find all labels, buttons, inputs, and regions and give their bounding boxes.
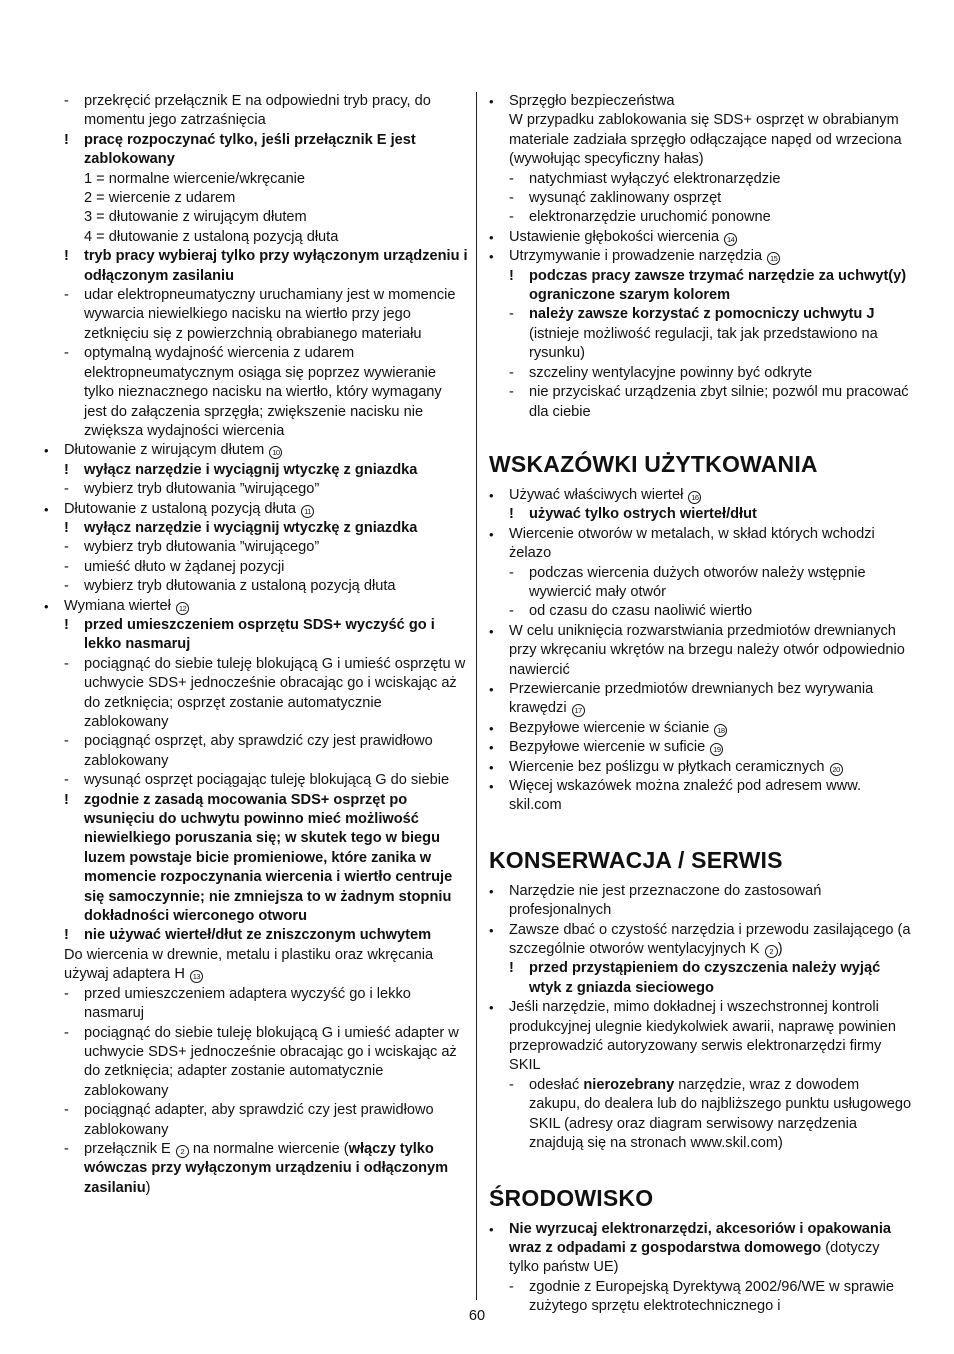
dash-marker: - <box>509 170 514 187</box>
excl-marker: ! <box>64 519 69 536</box>
warning-item <box>44 926 468 945</box>
figure-reference: 10 <box>269 446 282 459</box>
text: udar elektropneumatyczny uruchamiany jest w momencie wywarcia niewielkiego nacisku na wiertło przy jego zetknięciu się z powierzchnią obrabianego materiału <box>84 287 456 342</box>
column-divider <box>476 92 477 1300</box>
warning-item <box>44 461 468 480</box>
bold-text: zgodnie z zasadą mocowania SDS+ osprzęt po wsunięciu do uchwytu powinno mieć możliwość niewielkiego poruszania się; w skutek tego w biegu luzem powstaje bicie promieniowe, które zanika w momencie rozpoczynania wiercenia i wiertło centruje się samoczynnie; nie zmniejsza to w żadnym stopniu dokładności wierconego otworu <box>84 791 453 925</box>
dash-item <box>44 1140 468 1198</box>
text: Używać właściwych wierteł <box>509 486 688 503</box>
text: Wiercenie otworów w metalach, w skład których wchodzi żelazo <box>509 525 875 562</box>
left-column <box>44 92 468 1198</box>
dash-item <box>44 92 468 131</box>
bullet-marker: • <box>489 922 494 938</box>
bold-text: przed umieszczeniem osprzętu SDS+ wyczyść go i lekko nasmaruj <box>84 616 435 653</box>
figure-reference: 16 <box>688 491 701 504</box>
dash-item <box>44 286 468 344</box>
dash-item <box>44 1101 468 1140</box>
dash-marker: - <box>64 985 69 1002</box>
text: na normalne wiercenie ( <box>188 1140 349 1157</box>
dash-marker: - <box>64 558 69 575</box>
text: W celu uniknięcia rozwarstwiania przedmiotów drewnianych przy wkręcaniu wkrętów na brzegu należy otwór odpowiednio nawiercić <box>509 622 905 678</box>
text: wysunąć zaklinowany osprzęt <box>529 190 722 207</box>
bullet-marker: • <box>489 526 494 542</box>
bold-text: Nie wyrzucaj elektronarzędzi, akcesoriów i opakowania wraz z odpadami z gospodarstwa domowego <box>509 1220 892 1256</box>
dash-item <box>489 602 913 621</box>
bold-text: wyłącz narzędzie i wyciągnij wtyczkę z gniazdka <box>84 461 418 478</box>
text-line <box>489 111 913 169</box>
page-number: 60 <box>468 1308 486 1324</box>
text: Do wiercenia w drewnie, metalu i plastiku oraz wkręcania używaj adaptera H <box>64 946 434 983</box>
bullet-item <box>44 500 468 519</box>
dash-marker: - <box>509 1076 514 1093</box>
text: Utrzymywanie i prowadzenie narzędzia <box>509 248 767 265</box>
bullet-item <box>489 882 913 921</box>
text: Dłutowanie z wirującym dłutem <box>64 442 269 459</box>
text: wybierz tryb dłutowania z ustaloną pozycją dłuta <box>84 578 396 595</box>
text: optymalną wydajność wiercenia z udarem elektropneumatycznym osiąga się poprzez wywieranie tylko nieznacznego nacisku na wiertło, który wymagany jest do załączenia sprzęgła; zwiększenie nacisku nie zwiększa wydajności wiercenia <box>84 345 442 439</box>
figure-reference: 15 <box>767 252 780 265</box>
text: Jeśli narzędzie, mimo dokładnej i wszechstronnej kontroli produkcyjnej ulegnie kiedykolwiek awarii, naprawę powinien przeprowadzić autoryzowany serwis elektronarzędzi firmy SKIL <box>509 999 896 1074</box>
right-column <box>489 92 913 1317</box>
text-line <box>44 208 468 227</box>
figure-reference: 14 <box>724 233 737 246</box>
figure-reference: 12 <box>176 602 189 615</box>
dash-marker: - <box>64 345 69 362</box>
text: podczas wiercenia dużych otworów należy wstępnie wywiercić mały otwór <box>529 564 866 600</box>
bold-text: nie używać wierteł/dłut ze zniszczonym uchwytem <box>84 927 432 944</box>
dash-item <box>489 305 913 363</box>
warning-item <box>489 959 913 998</box>
excl-marker: ! <box>64 461 69 478</box>
text: Zawsze dbać o czystość narzędzia i przewodu zasilającego (a szczególnie otworów wentylacyjnych K <box>509 921 911 958</box>
dash-marker: - <box>64 578 69 595</box>
dash-marker: - <box>509 384 514 401</box>
bold-text: wyłącz narzędzie i wyciągnij wtyczkę z gniazdka <box>84 519 418 536</box>
text: nie przyciskać urządzenia zbyt silnie; pozwól mu pracować dla ciebie <box>529 384 909 420</box>
bullet-marker: • <box>489 229 494 245</box>
dash-marker: - <box>64 772 69 789</box>
figure-reference: 18 <box>714 724 727 737</box>
bullet-item <box>489 1220 913 1278</box>
text: 2 = wiercenie z udarem <box>84 190 236 207</box>
bullet-item <box>489 921 913 960</box>
bullet-marker: • <box>489 740 494 756</box>
bullet-item <box>489 758 913 777</box>
bullet-item <box>489 680 913 719</box>
text: wybierz tryb dłutowania ”wirującego” <box>84 481 320 498</box>
figure-reference: 11 <box>301 505 314 518</box>
text-line <box>44 228 468 247</box>
text: Przewiercanie przedmiotów drewnianych bez wyrywania krawędzi <box>509 680 874 717</box>
dash-item <box>44 655 468 733</box>
dash-marker: - <box>509 209 514 226</box>
warning-item <box>44 519 468 538</box>
dash-item <box>44 538 468 557</box>
text: Wymiana wierteł <box>64 597 175 614</box>
bullet-marker: • <box>44 501 49 517</box>
bullet-item <box>489 525 913 564</box>
text: elektronarzędzie uruchomić ponowne <box>529 209 771 226</box>
dash-item <box>44 771 468 790</box>
bold-text: należy zawsze korzystać z pomocniczy uchwytu J <box>529 306 875 323</box>
dash-marker: - <box>509 190 514 207</box>
text: natychmiast wyłączyć elektronarzędzie <box>529 170 781 187</box>
excl-marker: ! <box>64 791 69 808</box>
dash-item <box>489 208 913 227</box>
dash-marker: - <box>64 1140 69 1157</box>
bullet-item <box>44 441 468 460</box>
dash-marker: - <box>64 481 69 498</box>
text: Bezpyłowe wiercenie w suficie <box>509 739 710 756</box>
text: przekręcić przełącznik E na odpowiedni tryb pracy, do momentu jego zatrzaśnięcia <box>84 93 431 129</box>
bullet-item <box>489 486 913 505</box>
bold-text: nierozebrany <box>583 1076 675 1093</box>
warning-item <box>489 505 913 524</box>
dash-marker: - <box>64 733 69 750</box>
text: przed umieszczeniem adaptera wyczyść go i lekko nasmaruj <box>84 985 411 1022</box>
dash-marker: - <box>64 1024 69 1041</box>
text: pociągnąć do siebie tuleję blokującą G i umieść osprzętu w uchwycie SDS+ jednocześnie obracając go i wciskając aż do zetknięcia; osprzęt zostanie automatycznie zablokowany <box>84 655 466 730</box>
bullet-marker: • <box>489 779 494 794</box>
section-heading: ŚRODOWISKO <box>489 1184 654 1211</box>
dash-marker: - <box>64 655 69 672</box>
bold-text: tryb pracy wybieraj tylko przy wyłączonym urządzeniu i odłączonym zasilaniu <box>84 248 468 284</box>
excl-marker: ! <box>509 960 514 977</box>
dash-item <box>489 564 913 603</box>
dash-marker: - <box>64 1102 69 1119</box>
dash-marker: - <box>64 287 69 304</box>
figure-reference: 20 <box>830 763 843 776</box>
figure-reference: 2 <box>176 1145 189 1158</box>
text: 3 = dłutowanie z wirującym dłutem <box>84 209 307 226</box>
dash-item <box>489 170 913 189</box>
dash-marker: - <box>509 603 514 620</box>
dash-marker: - <box>509 564 514 581</box>
figure-reference: 13 <box>190 970 203 983</box>
dash-marker: - <box>509 306 514 323</box>
dash-item <box>489 189 913 208</box>
text: (istnieje możliwość regulacji, tak jak przedstawiono na rysunku) <box>529 325 878 362</box>
text: wysunąć osprzęt pociągając tuleję blokującą G do siebie <box>84 772 450 789</box>
text: (dotyczy tylko państw UE) <box>509 1239 880 1276</box>
dash-marker: - <box>509 364 514 381</box>
bullet-item <box>489 247 913 266</box>
dash-marker: - <box>64 539 69 556</box>
text: wybierz tryb dłutowania ”wirującego” <box>84 539 320 556</box>
text-line <box>44 189 468 208</box>
bullet-item <box>489 92 913 111</box>
text: umieść dłuto w żądanej pozycji <box>84 558 285 575</box>
bullet-marker: • <box>489 249 494 265</box>
bullet-item <box>489 998 913 1076</box>
text: 1 = normalne wiercenie/wkręcanie <box>84 170 306 187</box>
excl-marker: ! <box>509 506 514 523</box>
warning-item <box>44 616 468 655</box>
bullet-item <box>489 738 913 757</box>
warning-item <box>44 247 468 286</box>
text: Sprzęgło bezpieczeństwa <box>509 93 675 109</box>
dash-marker: - <box>64 93 69 109</box>
text: Narzędzie nie jest przeznaczone do zastosowań profesjonalnych <box>509 882 822 919</box>
figure-reference: 2 <box>765 945 778 958</box>
bullet-marker: • <box>489 623 494 639</box>
dash-item <box>44 558 468 577</box>
warning-item <box>44 131 468 170</box>
bullet-marker: • <box>489 487 494 503</box>
bold-text: podczas pracy zawsze trzymać narzędzie za uchwyt(y) ograniczone szarym kolorem <box>529 267 907 304</box>
dash-marker: - <box>509 1278 514 1295</box>
excl-marker: ! <box>64 248 69 265</box>
text: ) <box>777 941 783 958</box>
text: Bezpyłowe wiercenie w ścianie <box>509 719 714 736</box>
text: narzędzie, wraz z dowodem zakupu, do dealera lub do najbliższego punktu usługowego SKIL (adresy oraz diagram serwisowy narzędzenia znajdują się na stronach www.skil.com) <box>529 1076 912 1152</box>
excl-marker: ! <box>64 927 69 944</box>
bold-text: włączy tylko wówczas przy wyłączonym urządzeniu i odłączonym zasilaniu <box>84 1140 449 1196</box>
warning-item <box>489 267 913 306</box>
section-heading: WSKAZÓWKI UŻYTKOWANIA <box>489 450 818 477</box>
bullet-marker: • <box>489 1221 494 1237</box>
dash-item <box>44 1024 468 1102</box>
text: pociągnąć do siebie tuleję blokującą G i umieść adapter w uchwycie SDS+ jednocześnie obracając go i wciskając aż do zetknięcia; adapter zostanie automatycznie zablokowany <box>84 1024 459 1099</box>
text: Ustawienie głębokości wiercenia <box>509 228 724 245</box>
dash-item <box>44 732 468 771</box>
text: pociągnąć adapter, aby sprawdzić czy jest prawidłowo zablokowany <box>84 1102 434 1138</box>
text: Wiercenie bez poślizgu w płytkach ceramicznych <box>509 758 829 775</box>
bullet-item <box>489 228 913 247</box>
text: pociągnąć osprzęt, aby sprawdzić czy jest prawidłowo zablokowany <box>84 733 433 769</box>
text: przełącznik E <box>84 1140 175 1157</box>
bullet-item <box>489 719 913 738</box>
dash-item <box>44 985 468 1024</box>
text: odesłać <box>529 1076 584 1093</box>
bullet-marker: • <box>489 94 494 109</box>
excl-marker: ! <box>64 616 69 633</box>
dash-item <box>44 577 468 596</box>
text: szczeliny wentylacyjne powinny być odkryte <box>529 364 813 381</box>
bullet-marker: • <box>44 598 49 614</box>
bullet-marker: • <box>489 759 494 775</box>
section-heading: KONSERWACJA / SERWIS <box>489 846 783 873</box>
bullet-marker: • <box>44 443 49 459</box>
excl-marker: ! <box>64 131 69 148</box>
text: Więcej wskazówek można znaleźć pod adresem www. skil.com <box>509 778 862 814</box>
figure-reference: 19 <box>710 743 723 756</box>
bold-text: pracę rozpoczynać tylko, jeśli przełącznik E jest zablokowany <box>84 131 416 168</box>
bullet-item <box>489 777 913 816</box>
dash-item <box>489 383 913 422</box>
warning-item <box>44 791 468 927</box>
figure-reference: 17 <box>572 704 585 717</box>
dash-item <box>44 344 468 441</box>
bold-text: używać tylko ostrych wierteł/dłut <box>529 506 757 523</box>
bullet-item <box>489 622 913 680</box>
text-line <box>44 946 468 985</box>
text: Dłutowanie z ustaloną pozycją dłuta <box>64 500 301 517</box>
text: ) <box>145 1179 151 1196</box>
text: W przypadku zablokowania się SDS+ osprzęt w obrabianym materiale zadziała sprzęgło odłączające napęd od wrzeciona (wywołując specyficzny hałas) <box>509 112 902 168</box>
excl-marker: ! <box>509 267 514 284</box>
bullet-marker: • <box>489 720 494 736</box>
text: zgodnie z Europejską Dyrektywą 2002/96/WE w sprawie zużytego sprzętu elektrotechnicznego i <box>529 1278 895 1315</box>
dash-item <box>489 1076 913 1154</box>
text-line <box>44 170 468 189</box>
bullet-item <box>44 597 468 616</box>
dash-item <box>489 364 913 383</box>
bullet-marker: • <box>489 883 494 899</box>
text: od czasu do czasu naoliwić wiertło <box>529 603 753 620</box>
dash-item <box>44 480 468 499</box>
text: 4 = dłutowanie z ustaloną pozycją dłuta <box>84 228 339 245</box>
bullet-marker: • <box>489 681 494 697</box>
bullet-marker: • <box>489 1000 494 1016</box>
bold-text: przed przystąpieniem do czyszczenia należy wyjąć wtyk z gniazda sieciowego <box>529 960 881 996</box>
